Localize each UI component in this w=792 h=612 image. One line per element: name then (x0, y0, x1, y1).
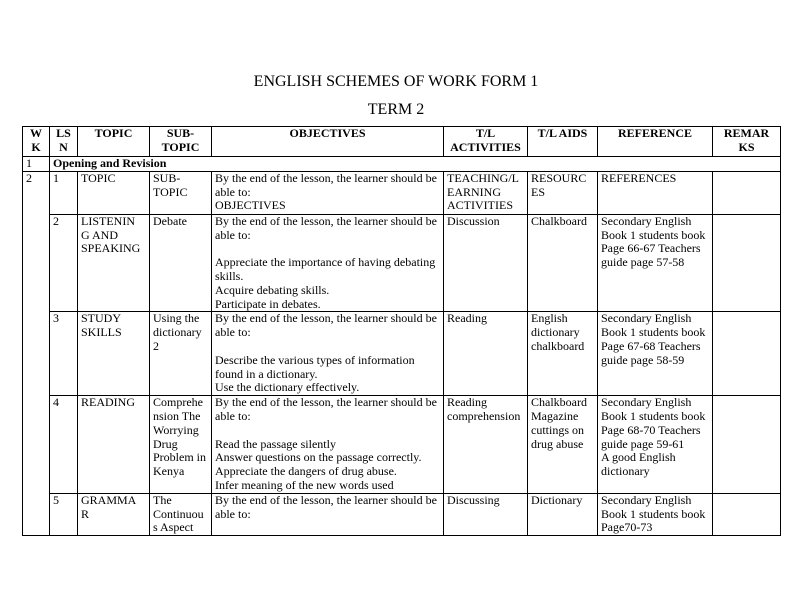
aids-cell: English dictionary chalkboard (528, 312, 598, 396)
aids-cell: Dictionary (528, 493, 598, 535)
header-wk: W K (23, 127, 50, 157)
reference-cell: Secondary English Book 1 students book Page 68-70 Teachers guide page 59-61 A good English dictionary (598, 396, 713, 494)
activities-cell: Reading comprehension (444, 396, 528, 494)
subtopic-cell: The Continuou s Aspect (150, 493, 212, 535)
header-row (23, 127, 781, 157)
header-subtopic: SUB-TOPIC (150, 127, 212, 157)
activities-cell: Discussion (444, 214, 528, 312)
table-row (23, 214, 781, 312)
term-heading: TERM 2 (367, 101, 425, 118)
header-remarks: REMAR KS (713, 127, 781, 157)
aids-cell: RESOURC ES (528, 171, 598, 214)
subtopic-cell: SUB-TOPIC (150, 171, 212, 214)
lesson-cell: 4 (50, 396, 78, 494)
topic-cell: TOPIC (78, 171, 150, 214)
reference-cell: Secondary English Book 1 students book Page 67-68 Teachers guide page 58-59 (598, 312, 713, 396)
lesson-cell: 3 (50, 312, 78, 396)
aids-cell: Chalkboard Magazine cuttings on drug abuse (528, 396, 598, 494)
subtopic-cell: Debate (150, 214, 212, 312)
table-row (23, 396, 781, 494)
objectives-cell: By the end of the lesson, the learner should be able to: OBJECTIVES (212, 171, 444, 214)
topic-cell: LISTENIN G AND SPEAKING (78, 214, 150, 312)
remarks-cell (713, 214, 781, 312)
lesson-cell: 2 (50, 214, 78, 312)
header-aids: T/L AIDS (528, 127, 598, 157)
lesson-cell: 5 (50, 493, 78, 535)
remarks-cell (713, 171, 781, 214)
lesson-cell: 1 (50, 171, 78, 214)
aids-cell: Chalkboard (528, 214, 598, 312)
objectives-cell: By the end of the lesson, the learner should be able to: (212, 493, 444, 535)
header-topic: TOPIC (78, 127, 150, 157)
objectives-cell: By the end of the lesson, the learner should be able to: Read the passage silently Answer questions on the passage correctly. Appreciate the dangers of drug abuse. Infer meaning of the new words used (212, 396, 444, 494)
subtopic-cell: Comprehe nsion The Worrying Drug Problem in Kenya (150, 396, 212, 494)
reference-cell: Secondary English Book 1 students book Page70-73 (598, 493, 713, 535)
opening-revision-label: Opening and Revision (50, 157, 781, 172)
header-activities: T/L ACTIVITIES (444, 127, 528, 157)
topic-cell: STUDY SKILLS (78, 312, 150, 396)
topic-cell: READING (78, 396, 150, 494)
topic-cell: GRAMMA R (78, 493, 150, 535)
activities-cell: Discussing (444, 493, 528, 535)
activities-cell: Reading (444, 312, 528, 396)
remarks-cell (713, 493, 781, 535)
activities-cell: TEACHING/L EARNING ACTIVITIES (444, 171, 528, 214)
reference-cell: REFERENCES (598, 171, 713, 214)
scheme-of-work-table (22, 126, 781, 536)
table-row (23, 171, 781, 214)
header-reference: REFERENCE (598, 127, 713, 157)
reference-cell: Secondary English Book 1 students book Page 66-67 Teachers guide page 57-58 (598, 214, 713, 312)
table-row (23, 312, 781, 396)
week-cell: 1 (23, 157, 50, 172)
objectives-cell: By the end of the lesson, the learner should be able to: Describe the various types of information found in a dictionary. Use the dictionary effectively. (212, 312, 444, 396)
remarks-cell (713, 312, 781, 396)
header-objectives: OBJECTIVES (212, 127, 444, 157)
table-row (23, 493, 781, 535)
header-lsn: LS N (50, 127, 78, 157)
remarks-cell (713, 396, 781, 494)
subtopic-cell: Using the dictionary 2 (150, 312, 212, 396)
objectives-cell: By the end of the lesson, the learner should be able to: Appreciate the importance of having debating skills. Acquire debating skills. Participate in debates. (212, 214, 444, 312)
document-title: ENGLISH SCHEMES OF WORK FORM 1 (253, 73, 539, 90)
opening-row (23, 157, 781, 172)
week-cell: 2 (23, 171, 50, 535)
